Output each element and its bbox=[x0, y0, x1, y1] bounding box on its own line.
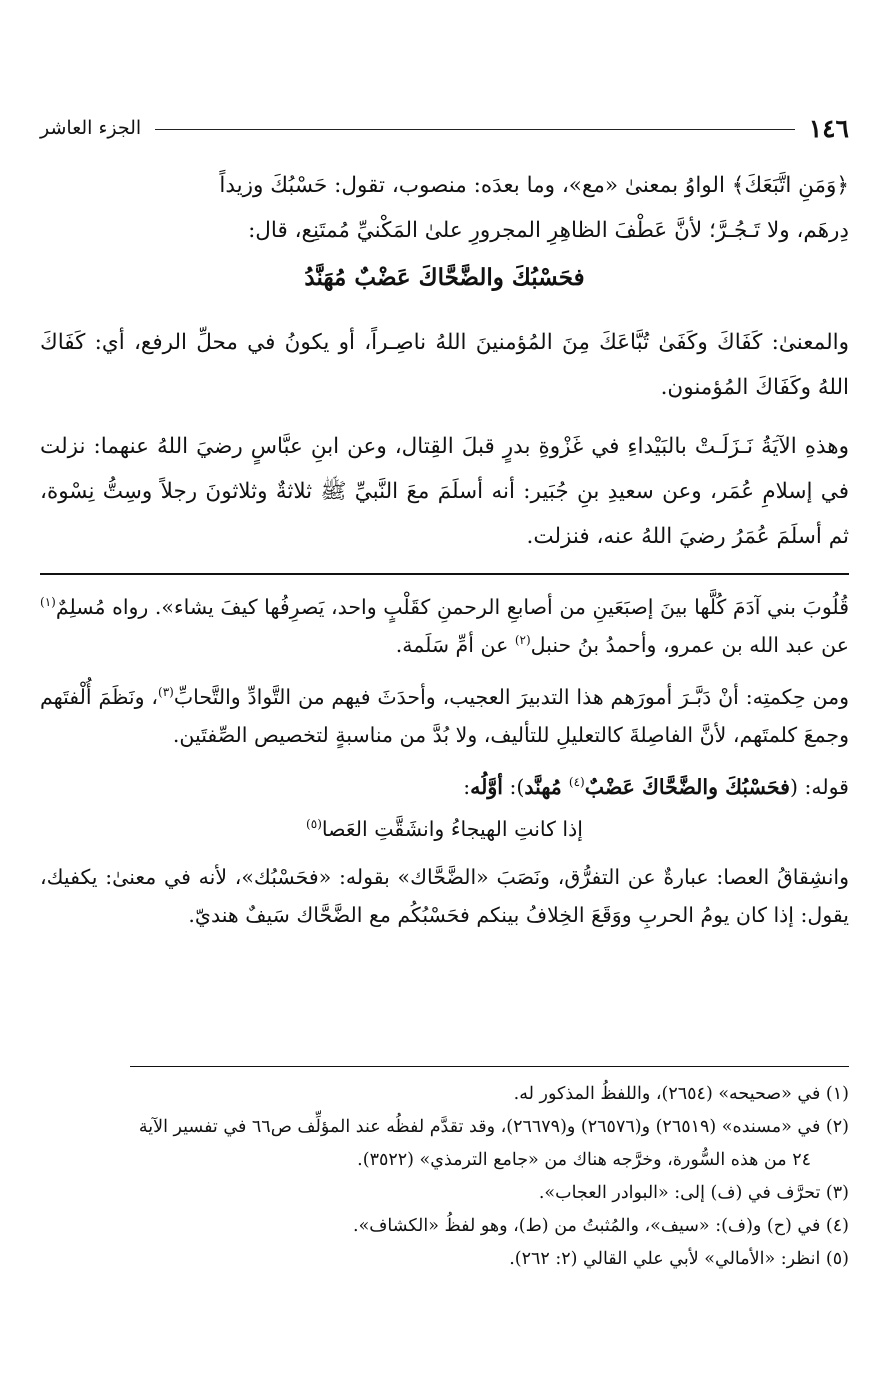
poetry-line bbox=[40, 810, 849, 848]
footnote-rule bbox=[130, 1066, 849, 1067]
commentary-paragraph-2 bbox=[40, 678, 849, 754]
section-divider bbox=[40, 573, 849, 575]
commentary-text-segment: عن عبد الله بن عمرو، وأحمدُ بنُ حنبل bbox=[530, 633, 849, 657]
commentary-paragraph-4: وانشِقاقُ العصا: عبارةٌ عن التفرُّق، ونَصَبَ «الضَّحَّاك» بقوله: «فحَسْبُك»، لأنه في معنىٰ: يكفيك، يقول: إذا كان يومُ الحربِ ووَقَعَ الخِلافُ بينكم فحَسْبُكُم مع الضَّحَّاك سَيفٌ هنديّ. bbox=[40, 865, 849, 927]
footnote-3: (٣) تحرَّف في (ف) إلى: «البوادر العجاب». bbox=[538, 1183, 849, 1203]
commentary-text-segment: قوله: ( bbox=[789, 775, 849, 799]
footnote-ref-2: (٢) bbox=[514, 633, 531, 648]
footnote-5: (٥) انظر: «الأمالي» لأبي علي القالي (٢: ٢٦٢). bbox=[509, 1249, 849, 1269]
commentary-text-segment: ومن حِكمتِه: أنْ دَبَّـرَ أمورَهم هذا التدبيرَ العجيب، وأحدَثَ فيهم من التَّوادِّ والتَّحابِّ bbox=[173, 685, 849, 709]
footnote-4: (٤) في (ح) و(ف): «سيف»، والمُثبتُ من (ط)، وهو لفظُ «الكشاف». bbox=[353, 1216, 849, 1236]
poetry-verse: فحَسْبُكَ والضَّحَّاكَ عَضْبٌ مُهَنَّدُ bbox=[304, 264, 585, 291]
footnote-1: (١) في «صحيحه» (٢٦٥٤)، واللفظُ المذكور له. bbox=[513, 1084, 849, 1104]
commentary-text-segment: ، ونَظَمَ أُلْفتَهم وجمعَ كلمتَهم، لأنَّ الفاصِلةَ كالتعليلِ للتأليف، ولا بُدَّ من مناسبةٍ لتخصيص الصِّفتَين. bbox=[40, 685, 849, 747]
commentary-text-segment: ): bbox=[502, 775, 525, 799]
header-rule bbox=[155, 129, 794, 130]
footnote-ref-3: (٣) bbox=[158, 685, 174, 700]
footnote-2-line-2: ٢٤ من هذه السُّورة، وخرَّجه هناك من «جامع الترمذي» (٣٥٢٢). bbox=[357, 1150, 811, 1170]
footnote-ref-1: (١) bbox=[40, 595, 56, 610]
footnote-ref-5: (٥) bbox=[306, 817, 322, 832]
commentary-text-segment: : bbox=[463, 775, 471, 799]
meaning-paragraph: والمعنىٰ: كَفَاكَ وكَفَىٰ تُبَّاعَكَ مِنَ المُؤمنينَ اللهُ ناصِـراً، أو يكونُ في محلِّ الرفع، أي: كَفَاكَ اللهُ وكَفَاكَ المُؤمنون. bbox=[40, 330, 849, 400]
commentary-paragraph-3 bbox=[40, 768, 849, 806]
tafsir-line-1: ﴿وَمَنِ اتَّبَعَكَ﴾ الواوُ بمعنىٰ «مع»، وما بعدَه: منصوب، تقول: حَسْبُكَ وزيداً bbox=[219, 173, 849, 198]
footnote-ref-4: (٤) bbox=[568, 775, 585, 790]
quoted-verse: فحَسْبُكَ والضَّحَّاكَ عَضْبٌ bbox=[584, 775, 790, 799]
tafsir-text bbox=[40, 163, 849, 559]
footnote-2-line-1: (٢) في «مسنده» (٢٦٥١٩) و(٢٦٥٧٦) و(٢٦٦٧٩)، وقد تقدَّم لفظُه عند المؤلِّف ص٦٦ في تفسير الآية bbox=[138, 1117, 849, 1137]
running-title: الجزء العاشر bbox=[40, 117, 142, 139]
commentary-text-segment: قُلُوبَ بني آدَمَ كُلَّها بينَ إصبَعَينِ من أصابعِ الرحمنِ كقَلْبٍ واحد، يَصرِفُها كيفَ يشاء». رواه مُسلِمٌ bbox=[55, 595, 849, 619]
poetry-line-text: إذا كانتِ الهيجاءُ وانشَقَّتِ العَصا bbox=[321, 817, 583, 841]
page-header bbox=[40, 108, 849, 148]
tafsir-line-2: دِرهَم، ولا تَـجُـرَّ؛ لأنَّ عَطْفَ الظاهِرِ المجرورِ علىٰ المَكْنيِّ مُمتَنِع، قال: bbox=[248, 218, 849, 243]
commentary-text bbox=[40, 588, 849, 934]
footnotes bbox=[40, 1078, 849, 1276]
commentary-paragraph-1 bbox=[40, 588, 849, 664]
page-number: ١٤٦ bbox=[808, 113, 849, 143]
verse-beginning-label: أوَّلُه bbox=[470, 775, 503, 799]
quoted-verse-end: مُهنَّد bbox=[524, 775, 569, 799]
revelation-paragraph: وهذهِ الآيَةُ نَـزَلَـتْ بالبَيْداءِ في غَزْوةِ بدرٍ قبلَ القِتال، وعن ابنِ عبَّاسٍ رضيَ اللهُ عنهما: نزلت في إسلامِ عُمَر، وعن سعيدِ بنِ جُبَير: أنه أسلَمَ معَ النَّبيِّ ﷺ ثلاثةٌ وثلاثونَ رجلاً وسِتُّ نِسْوة، ثم أسلَمَ عُمَرُ رضيَ اللهُ عنه، فنزلت. bbox=[40, 434, 849, 549]
commentary-text-segment: عن أمِّ سَلَمة. bbox=[395, 633, 515, 657]
